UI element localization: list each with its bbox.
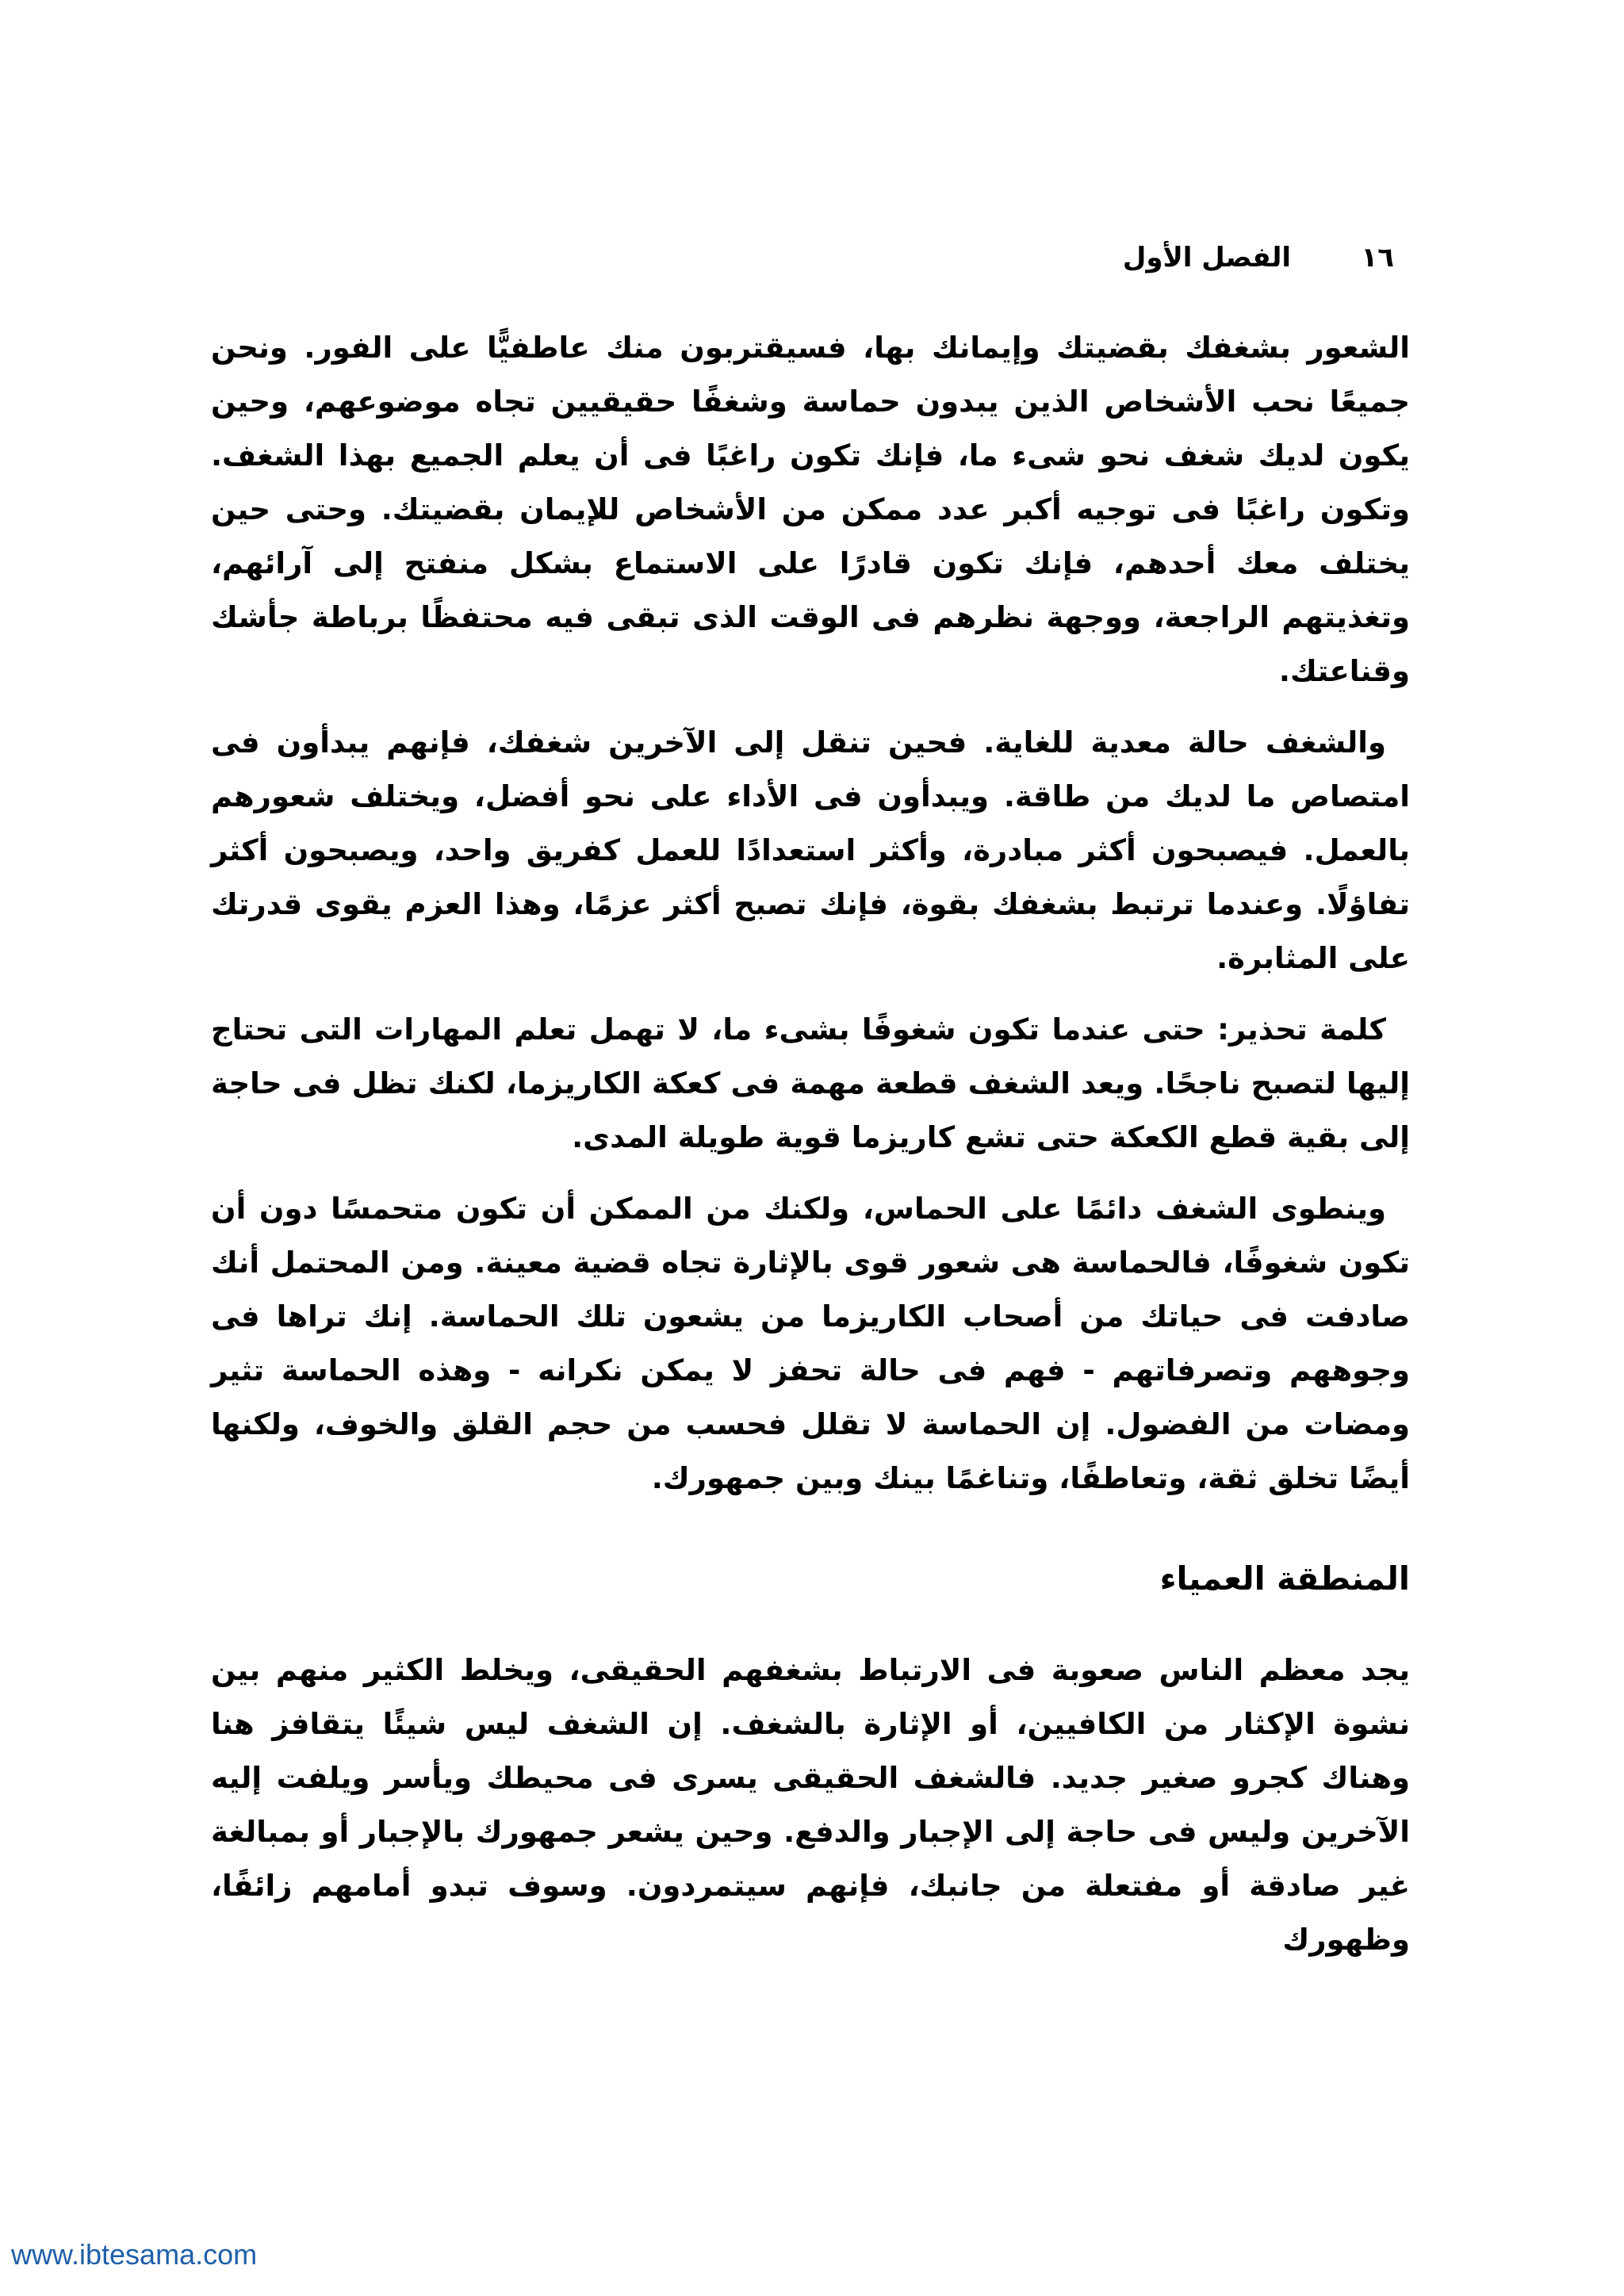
paragraph-warning: كلمة تحذير: حتى عندما تكون شغوفًا بشىء ما، لا تهمل تعلم المهارات التى تحتاج إليها لتصبح ناجحًا. ويعد الشغف قطعة مهمة فى كعكة الكاريزما، لكنك تظل فى حاجة إلى بقية قطع الكعكة حتى تشع كاريزما قوية طويلة المدى. xyxy=(211,1012,1410,1154)
website-link[interactable]: www.ibtesama.com xyxy=(11,2238,258,2271)
running-head xyxy=(220,238,1394,277)
paragraph-enthusiasm: وينطوى الشغف دائمًا على الحماس، ولكنك من الممكن أن تكون متحمسًا دون أن تكون شغوفًا، فالحماسة هى شعور قوى بالإثارة تجاه قضية معينة. ومن المحتمل أنك صادفت فى حياتك من أصحاب الكاريزما من يشعون تلك الحماسة. إنك تراها فى وجوههم وتصرفاتهم - فهم فى حالة تحفز لا يمكن نكرانه - وهذه الحماسة تثير ومضات من الفضول. إن الحماسة لا تقلل فحسب من حجم القلق والخوف، ولكنها أيضًا تخلق ثقة، وتعاطفًا، وتناغمًا بينك وبين جمهورك. xyxy=(211,1192,1410,1495)
chapter-title: الفصل الأول xyxy=(1122,242,1291,274)
section-heading-blind-spot: المنطقة العمياء xyxy=(1159,1559,1410,1598)
paragraph-blind-spot: يجد معظم الناس صعوبة فى الارتباط بشغفهم الحقيقى، ويخلط الكثير منهم بين نشوة الإكثار من الكافيين، أو الإثارة بالشغف. إن الشغف ليس شيئًا يتقافز هنا وهناك كجرو صغير جديد. فالشغف الحقيقى يسرى فى محيطك ويأسر ويلفت إليه الآخرين وليس فى حاجة إلى الإجبار والدفع. وحين يشعر جمهورك بالإجبار أو بمبالغة غير صادقة أو مفتعلة من جانبك، فإنهم سيتمردون. وسوف تبدو أمامهم زائفًا، وظهورك xyxy=(211,1653,1410,1957)
paragraph-passion-feeling: الشعور بشغفك بقضيتك وإيمانك بها، فسيقتربون منك عاطفيًّا على الفور. ونحن جميعًا نحب الأشخاص الذين يبدون حماسة وشغفًا حقيقيين تجاه موضوعهم، وحين يكون لديك شغف نحو شىء ما، فإنك تكون راغبًا فى أن يعلم الجميع بهذا الشغف. وتكون راغبًا فى توجيه أكبر عدد ممكن من الأشخاص للإيمان بقضيتك. وحتى حين يختلف معك أحدهم، فإنك تكون قادرًا على الاستماع بشكل منفتح إلى آرائهم، وتغذيتهم الراجعة، ووجهة نظرهم فى الوقت الذى تبقى فيه محتفظًا برباطة جأشك وقناعتك. xyxy=(211,331,1410,688)
body-text xyxy=(211,321,1410,1984)
paragraph-passion-contagious: والشغف حالة معدية للغاية. فحين تنقل إلى الآخرين شغفك، فإنهم يبدأون فى امتصاص ما لديك من طاقة. ويبدأون فى الأداء على نحو أفضل، ويختلف شعورهم بالعمل. فيصبحون أكثر مبادرة، وأكثر استعدادًا للعمل كفريق واحد، ويصبحون أكثر تفاؤلًا. وعندما ترتبط بشغفك بقوة، فإنك تصبح أكثر عزمًا، وهذا العزم يقوى قدرتك على المثابرة. xyxy=(211,725,1410,975)
page-number: ١٦ xyxy=(1361,242,1394,274)
